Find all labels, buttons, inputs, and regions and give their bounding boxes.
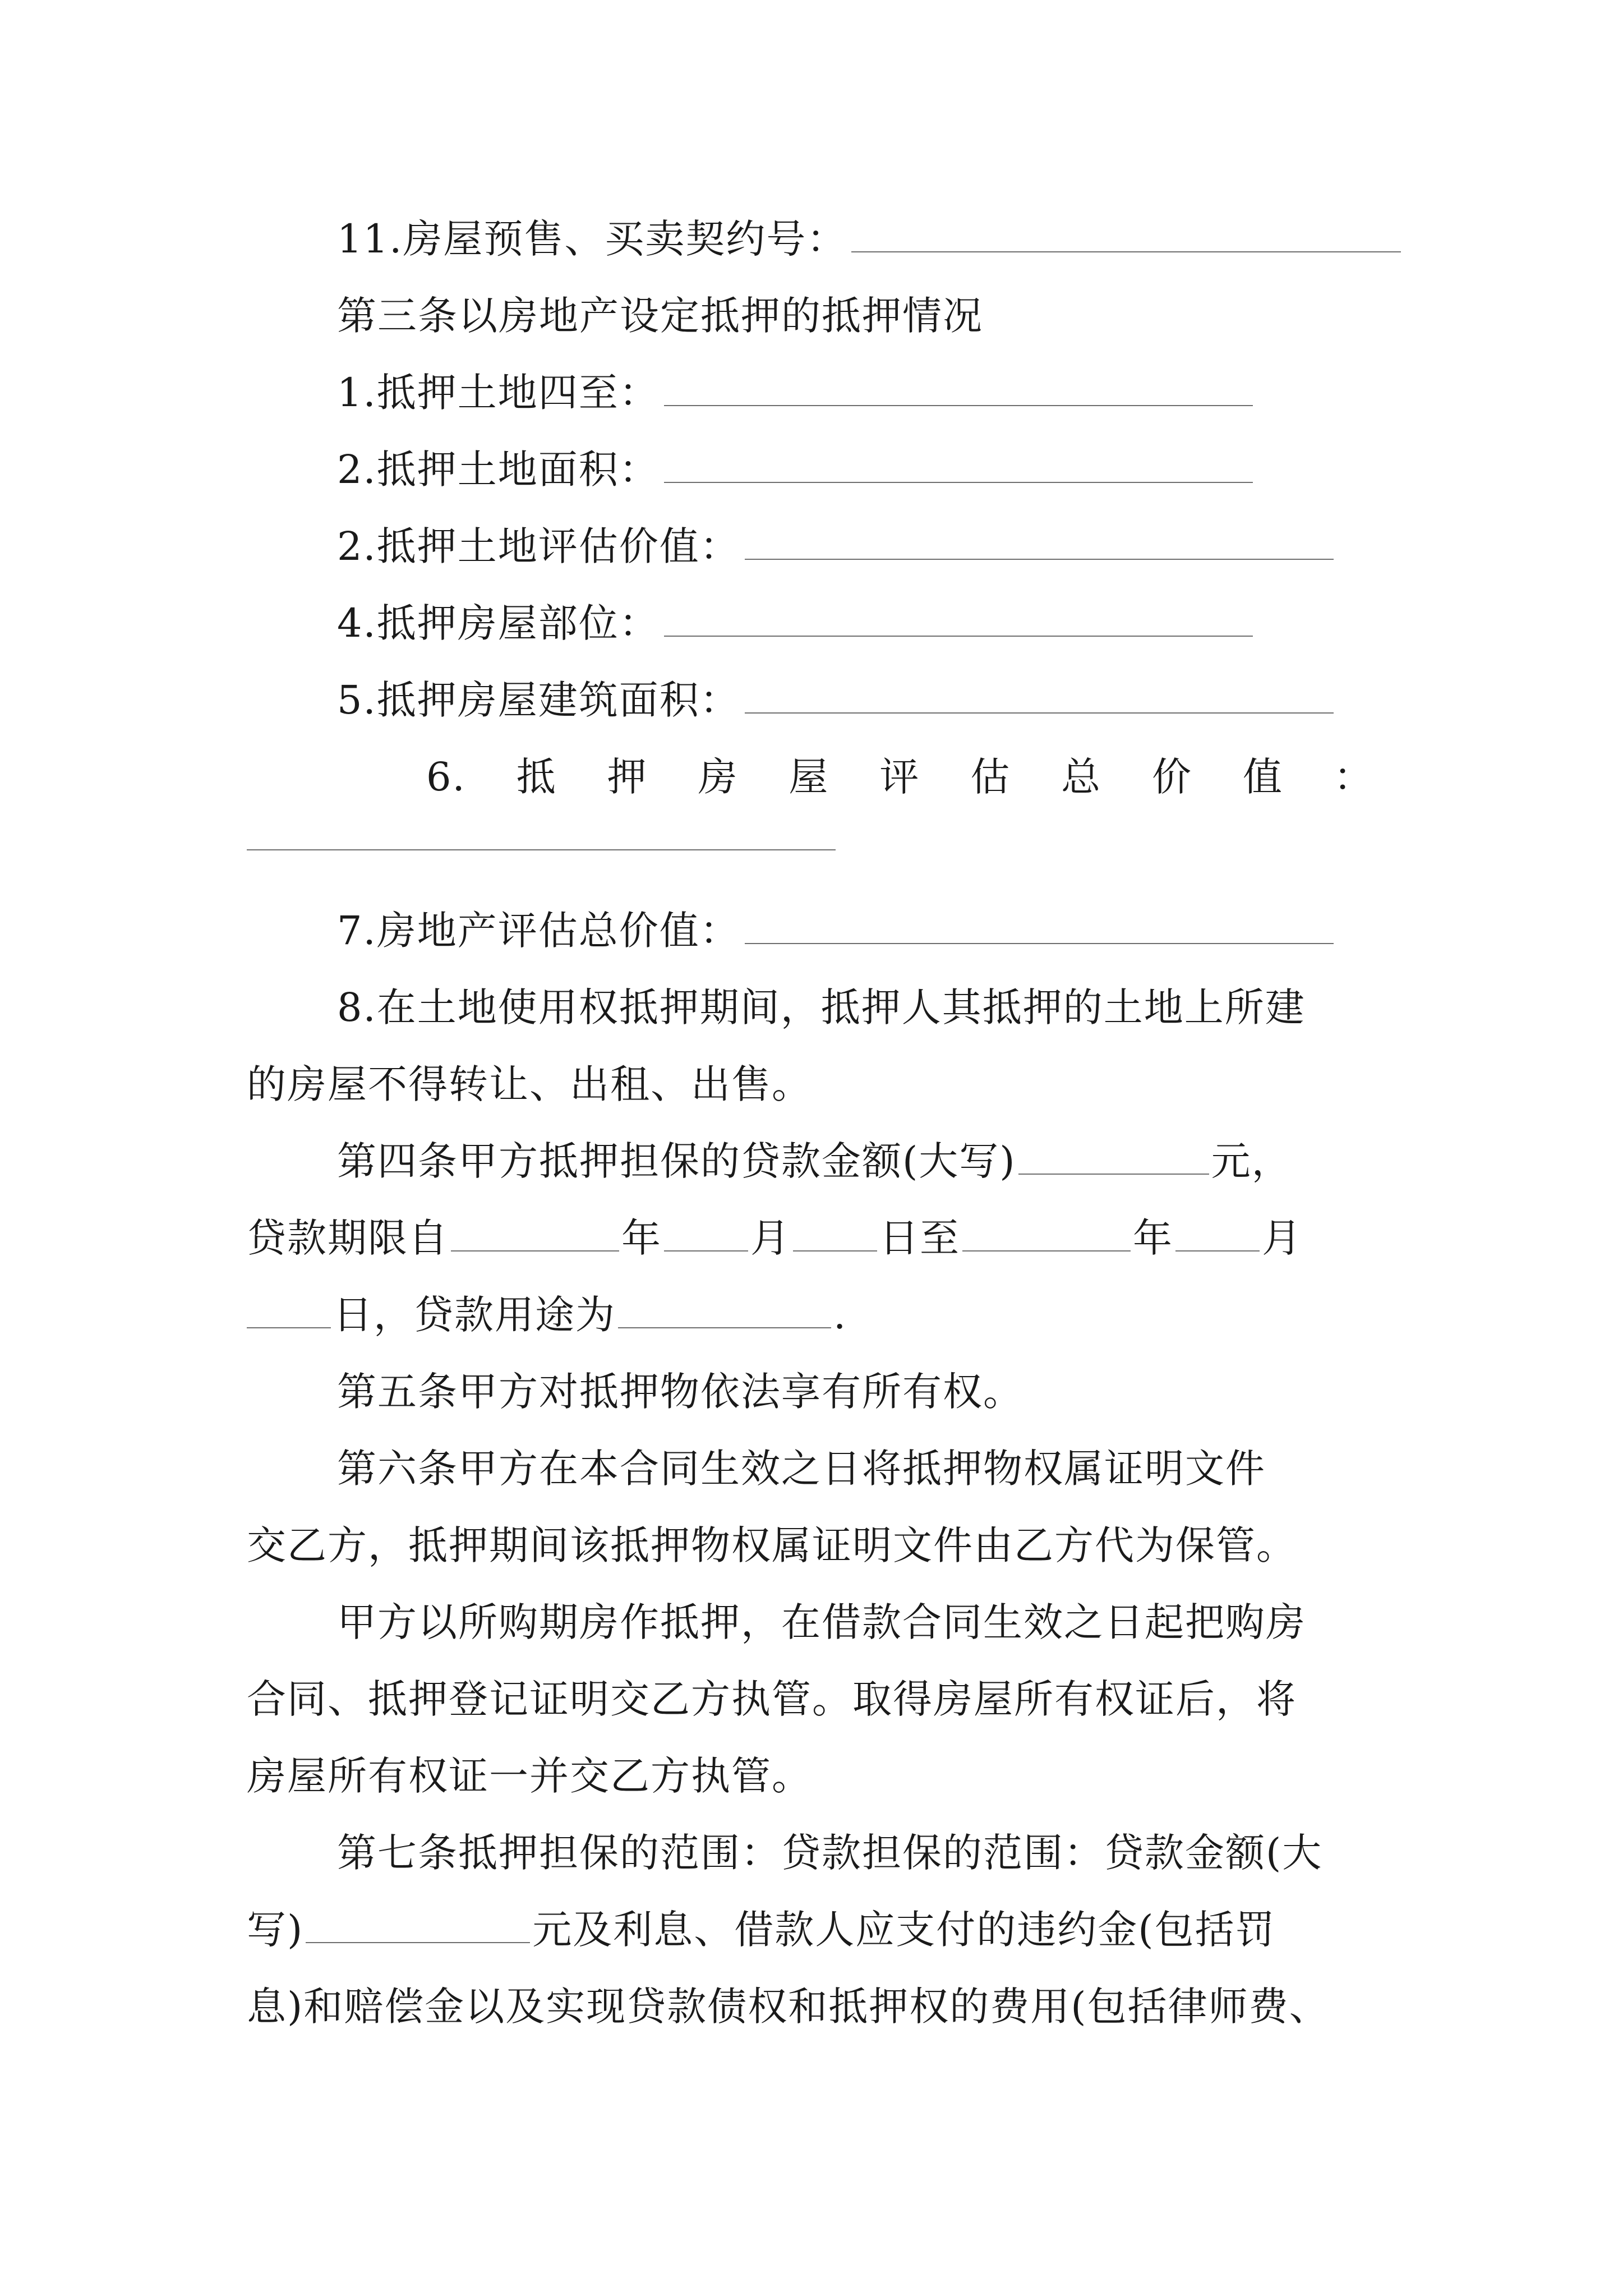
text-line — [247, 585, 1380, 662]
text-line: 合同、抵押登记证明交乙方执管。取得房屋所有权证后，将 — [247, 1676, 1297, 1722]
text-line: 第七条抵押担保的范围：贷款担保的范围：贷款金额(大 — [337, 1830, 1323, 1876]
text-line: 第四条甲方抵押担保的贷款金额(大写) 元， — [337, 1138, 1292, 1184]
field-label: 4.抵押房屋部位： — [337, 600, 660, 646]
fill-in-blank[interactable] — [664, 481, 1253, 483]
field-label: 7.房地产评估总价值： — [337, 908, 740, 954]
fill-in-blank[interactable] — [451, 1250, 619, 1251]
text-line — [247, 201, 1380, 278]
text-line — [247, 892, 1380, 969]
fill-in-blank[interactable] — [962, 1250, 1131, 1251]
text-line: 日，贷款用途为 . — [247, 1277, 1380, 1354]
fill-in-blank[interactable] — [247, 849, 836, 850]
text-line: 的房屋不得转让、出租、出售。 — [247, 1061, 812, 1107]
document-body — [247, 201, 1380, 2045]
field-label: 11.房屋预售、买卖契约号： — [337, 216, 847, 262]
text-line: 第五条甲方对抵押物依法享有所有权。 — [337, 1369, 1023, 1415]
fill-in-blank[interactable] — [793, 1250, 877, 1251]
field-label: 2.抵押土地评估价值： — [337, 523, 740, 569]
text-line: 第六条甲方在本合同生效之日将抵押物权属证明文件 — [337, 1446, 1266, 1492]
fill-in-blank[interactable] — [1175, 1250, 1260, 1251]
field-label: 5.抵押房屋建筑面积： — [337, 677, 740, 723]
text-line: 交乙方，抵押期间该抵押物权属证明文件由乙方代为保管。 — [247, 1522, 1297, 1568]
fill-in-blank[interactable] — [664, 404, 1253, 406]
fill-in-blank[interactable] — [618, 1327, 831, 1328]
text-line — [247, 431, 1380, 508]
fill-in-blank[interactable] — [664, 635, 1253, 637]
fill-in-blank[interactable] — [745, 558, 1334, 560]
section-heading: 第三条以房地产设定抵押的抵押情况 — [337, 293, 983, 339]
text-line — [247, 508, 1380, 585]
fill-in-blank[interactable] — [745, 942, 1334, 944]
text-line: 写) 元及利息、借款人应支付的违约金(包括罚 — [247, 1907, 1276, 1953]
fill-in-blank[interactable] — [247, 1327, 331, 1328]
fill-in-blank[interactable] — [664, 1250, 748, 1251]
field-label: 1.抵押土地四至： — [337, 370, 660, 416]
fill-in-blank[interactable] — [1018, 1173, 1209, 1175]
fill-in-blank[interactable] — [745, 712, 1334, 714]
text-line: 甲方以所购期房作抵押，在借款合同生效之日起把购房 — [337, 1599, 1306, 1645]
text-line: 8.在土地使用权抵押期间，抵押人其抵押的土地上所建 — [337, 984, 1306, 1030]
text-line: 房屋所有权证一并交乙方执管。 — [247, 1753, 812, 1799]
text-line-justified: 6. 抵 押 房 屋 评 估 总 价 值 ： — [426, 754, 1374, 800]
fill-in-blank[interactable] — [306, 1941, 530, 1943]
field-label: 2.抵押土地面积： — [337, 447, 660, 493]
text-line — [247, 355, 1380, 431]
text-line: 贷款期限自 年 月 日至 年 月 — [247, 1215, 1302, 1261]
text-line: 息)和赔偿金以及实现贷款债权和抵押权的费用(包括律师费、 — [247, 1984, 1330, 2030]
fill-in-blank-line — [247, 816, 1380, 892]
text-line — [247, 662, 1380, 739]
fill-in-blank[interactable] — [851, 251, 1401, 252]
